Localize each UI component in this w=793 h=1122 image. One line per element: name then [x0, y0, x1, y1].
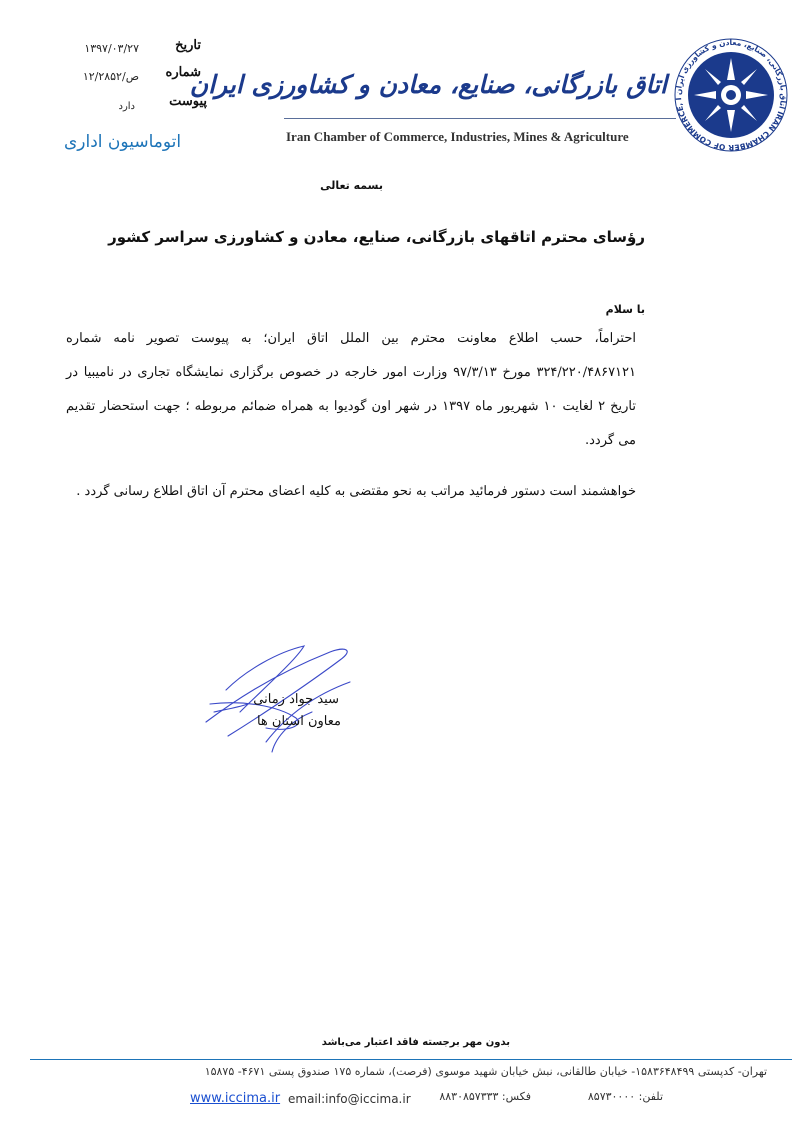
date-value: ۱۳۹۷/۰۳/۲۷	[84, 42, 139, 55]
footer-email: email:info@iccima.ir	[288, 1092, 411, 1106]
signer-title: معاون استان ها	[256, 714, 341, 729]
chamber-logo	[672, 36, 790, 154]
number-value: ۱۲/۲۸۵۲/ص	[82, 70, 139, 83]
attachment-label: پیوست	[169, 94, 207, 109]
chamber-name-en: Iran Chamber of Commerce, Industries, Mines & Agriculture	[286, 129, 629, 144]
footer-address: تهران- کدپستی ۱۵۸۳۶۴۸۴۹۹- خیابان طالقانی، نبش خیابان شهید موسوی (فرصت)، شماره ۱۷۵ صندوق پستی ۴۶۷۱- ۱۵۸۷۵	[204, 1065, 767, 1078]
footer-phone: تلفن: ۸۵۷۳۰۰۰۰	[587, 1090, 663, 1103]
greeting: با سلام	[605, 303, 645, 316]
attachment-value: دارد	[118, 101, 135, 112]
paragraph-1: احتراماً، حسب اطلاع معاونت محترم بین الملل اتاق ایران؛ به پیوست تصویر نامه شماره ۳۲۴/۲۲۰/۴۸۶۷۱۲۱ مورخ ۹۷/۳/۱۳ وزارت امور خارجه در خصوص برگزاری نمایشگاه تجاری در نامیبیا در تاریخ ۲ لغایت ۱۰ شهریور ماه ۱۳۹۷ در شهر اون گودیوا به همراه ضمائم مربوطه ؛ جهت استحضار تقدیم می گردد.	[66, 331, 636, 448]
automation-label: اتوماسیون اداری	[64, 132, 182, 152]
chamber-name-fa: اتاق بازرگانی، صنایع، معادن و کشاورزی ایران	[189, 70, 667, 99]
footer-divider	[30, 1059, 792, 1060]
footer-fax: فکس: ۸۸۳۰۸۵۷۳۳۳	[439, 1090, 531, 1103]
website-link[interactable]: www.iccima.ir	[190, 1091, 281, 1106]
addressee: رؤسای محترم اتاقهای بازرگانی، صنایع، معادن و کشاورزی سراسر کشور	[108, 228, 645, 246]
date-label: تاریخ	[175, 38, 201, 53]
signer-name: سید جواد زمانی	[253, 692, 339, 707]
paragraph-2: خواهشمند است دستور فرمائید مراتب به نحو مقتضی به کلیه اعضای محترم آن اتاق اطلاع رسانی گردد .	[76, 484, 636, 499]
embossed-seal-notice: بدون مهر برجسته فاقد اعتبار می‌باشد	[321, 1037, 510, 1048]
number-label: شماره	[165, 65, 201, 80]
bismillah: بسمه تعالی	[320, 179, 383, 192]
header-divider	[284, 118, 676, 119]
chamber-logo-icon	[672, 36, 790, 154]
logo-ring-text: اتاق بازرگانی، صنایع، معادن و کشاورزی ایران IRAN CHAMBER OF COMMERCE, I	[673, 37, 789, 153]
